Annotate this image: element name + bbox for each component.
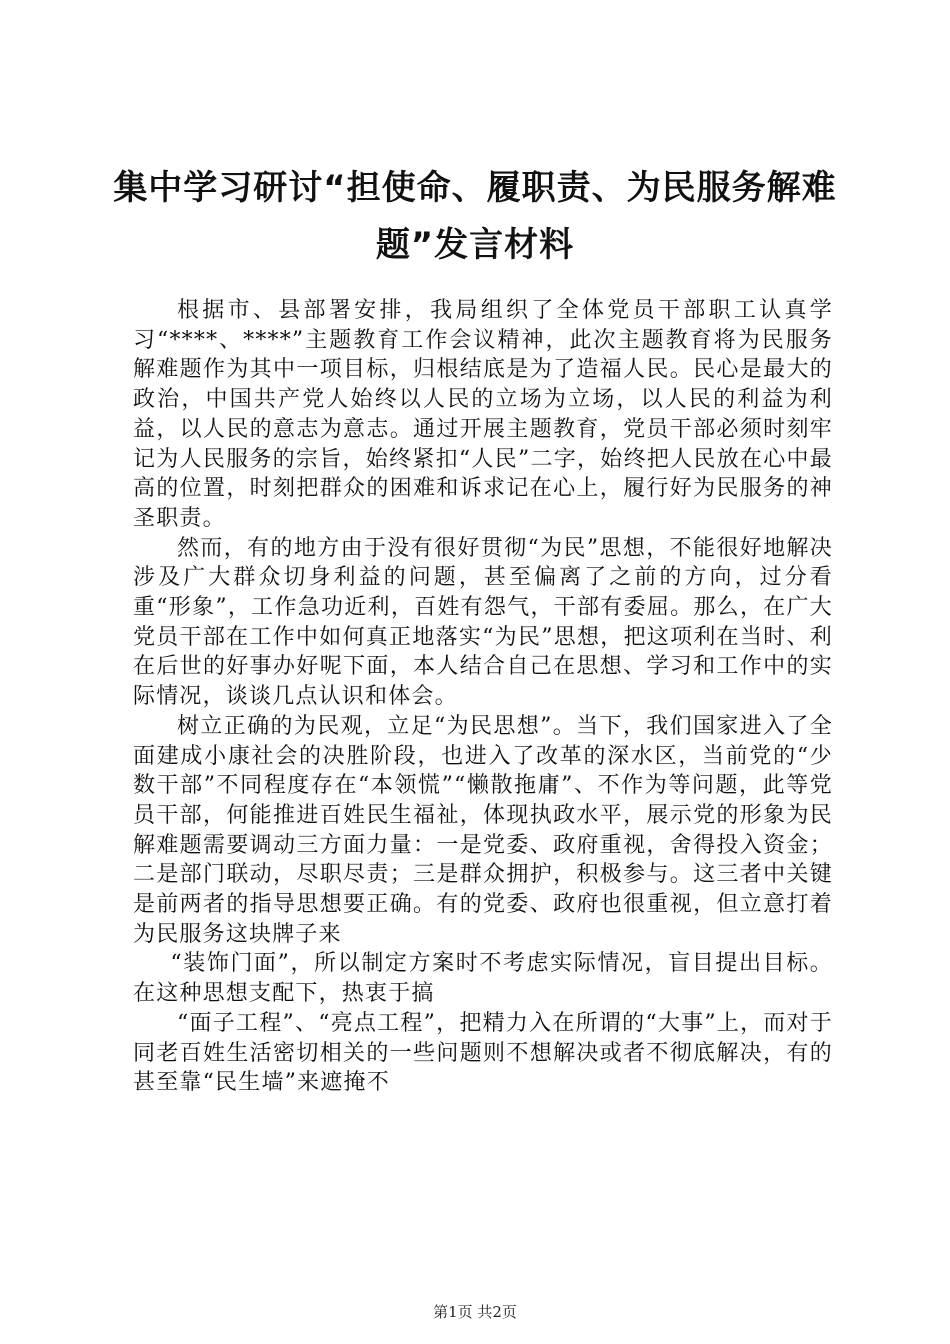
document-body: [133, 296, 833, 1098]
paragraph-1: 根据市、县部署安排，我局组织了全体党员干部职工认真学习“****、****”主题教育工作会议精神，此次主题教育将为民服务解难题作为其中一项目标，归根结底是为了造福人民。民心是最大的政治，中国共产党人始终以人民的立场为立场，以人民的利益为利益，以人民的意志为意志。通过开展主题教育，党员干部必须时刻牢记为人民服务的宗旨，始终紧扣“人民”二字，始终把人民放在心中最高的位置，时刻把群众的困难和诉求记在心上，履行好为民服务的神圣职责。: [133, 298, 833, 531]
document-title: 集中学习研讨“担使命、履职责、为民服务解难题”发言材料: [113, 168, 837, 265]
paragraph-2: 然而，有的地方由于没有很好贯彻“为民”思想，不能很好地解决涉及广大群众切身利益的问题，甚至偏离了之前的方向，过分看重“形象”，工作急功近利，百姓有怨气，干部有委屈。那么，在广大党员干部在工作中如何真正地落实“为民”思想，把这项利在当时、利在后世的好事办好呢下面，本人结合自己在思想、学习和工作中的实际情况，谈谈几点认识和体会。: [133, 535, 833, 710]
paragraph-4: “装饰门面”，所以制定方案时不考虑实际情况，盲目提出目标。在这种思想支配下，热衷于搞: [133, 951, 833, 1007]
page-footer: 第1页 共2页: [433, 1303, 517, 1321]
paragraph-5: “面子工程”、“亮点工程”，把精力入在所谓的“大事”上，而对于同老百姓生活密切相关的一些问题则不想解决或者不彻底解决，有的甚至靠“民生墙”来遮掩不: [133, 1010, 833, 1096]
paragraph-3: 树立正确的为民观，立足“为民思想”。当下，我们国家进入了全面建成小康社会的决胜阶段，也进入了改革的深水区，当前党的“少数干部”不同程度存在“本领慌”“懒散拖庸”、不作为等问题，此等党员干部，何能推进百姓民生福祉，体现执政水平，展示党的形象为民解难题需要调动三方面力量：一是党委、政府重视，舍得投入资金；二是部门联动，尽职尽责；三是群众拥护，积极参与。这三者中关键是前两者的指导思想要正确。有的党委、政府也很重视，但立意打着为民服务这块牌子来: [133, 713, 833, 947]
